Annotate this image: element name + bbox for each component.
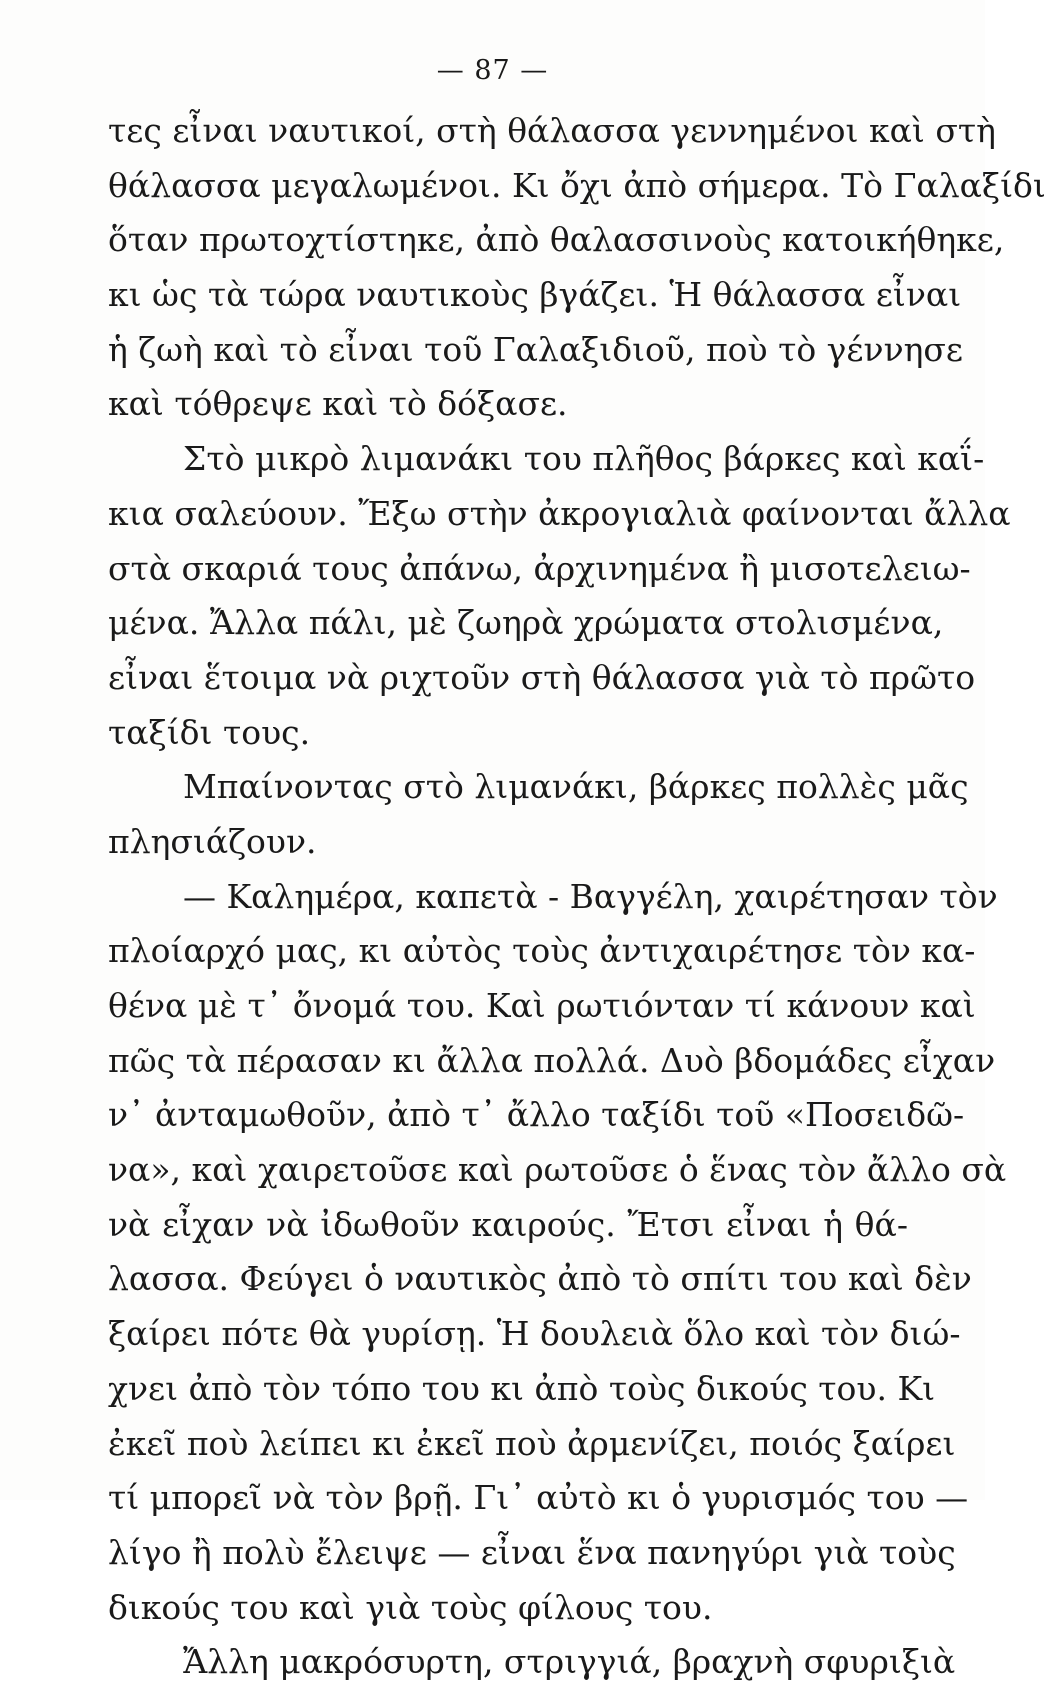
text-line: ἐκεῖ ποὺ λείπει κι ἐκεῖ ποὺ ἀρμενίζει, ποιός ξαίρει [108,1423,956,1463]
text-line: πῶς τὰ πέρασαν κι ἄλλα πολλά. Δυὸ βδομάδες εἶχαν [108,1040,996,1080]
text-line: μένα. Ἄλλα πάλι, μὲ ζωηρὰ χρώματα στολισμένα, [108,603,944,643]
text-line: εἶναι ἕτοιμα νὰ ριχτοῦν στὴ θάλασσα γιὰ τὸ πρῶτο [108,657,976,697]
page-number: — 87 — [436,55,549,86]
text-line: Ἄλλη μακρόσυρτη, στριγγιά, βραχνὴ σφυριξιὰ [183,1642,956,1682]
text-line: ν᾽ ἀνταμωθοῦν, ἀπὸ τ᾽ ἄλλο ταξίδι τοῦ «Ποσειδῶ- [108,1095,965,1135]
text-line: λίγο ἢ πολὺ ἔλειψε — εἶναι ἕνα πανηγύρι γιὰ τοὺς [108,1532,956,1572]
text-line: τί μπορεῖ νὰ τὸν βρῇ. Γι᾽ αὐτὸ κι ὁ γυρισμός του — [108,1478,969,1518]
text-line: νὰ εἶχαν νὰ ἰδωθοῦν καιρούς. Ἔτσι εἶναι ἡ θά- [108,1204,908,1244]
text-line: καὶ τόθρεψε καὶ τὸ δόξασε. [108,384,568,424]
text-line: στὰ σκαριά τους ἀπάνω, ἀρχινημένα ἢ μισοτελειω- [108,548,971,588]
text-line: λασσα. Φεύγει ὁ ναυτικὸς ἀπὸ τὸ σπίτι του καὶ δὲν [108,1259,972,1299]
body-text [108,104,1046,1690]
text-line: να», καὶ χαιρετοῦσε καὶ ρωτοῦσε ὁ ἕνας τὸν ἄλλο σὰ [108,1150,1007,1190]
text-line: θάλασσα μεγαλωμένοι. Κι ὄχι ἀπὸ σήμερα. Τὸ Γαλαξίδι [108,165,1046,205]
text-line: χνει ἀπὸ τὸν τόπο του κι ἀπὸ τοὺς δικούς του. Κι [108,1368,936,1408]
text-line: δικούς του καὶ γιὰ τοὺς φίλους του. [108,1587,713,1627]
text-line: ὅταν πρωτοχτίστηκε, ἀπὸ θαλασσινοὺς κατοικήθηκε, [108,220,1005,260]
text-line: — Καλημέρα, καπετὰ - Βαγγέλη, χαιρέτησαν τὸν [183,876,998,916]
text-line: κια σαλεύουν. Ἔξω στὴν ἀκρογιαλιὰ φαίνονται ἄλλα [108,493,1011,533]
text-line: θένα μὲ τ᾽ ὄνομά του. Καὶ ρωτιόνταν τί κάνουν καὶ [108,986,976,1025]
text-line: ἡ ζωὴ καὶ τὸ εἶναι τοῦ Γαλαξιδιοῦ, ποὺ τὸ γέννησε [108,329,964,369]
text-line: ξαίρει πότε θὰ γυρίσῃ. Ἡ δουλειὰ ὅλο καὶ τὸν διώ- [108,1314,961,1354]
text-line: κι ὡς τὰ τώρα ναυτικοὺς βγάζει. Ἡ θάλασσα εἶναι [108,275,962,315]
text-line: Στὸ μικρὸ λιμανάκι του πλῆθος βάρκες καὶ καΐ- [183,439,985,479]
text-line: πλοίαρχό μας, κι αὐτὸς τοὺς ἀντιχαιρέτησε τὸν κα- [108,931,976,971]
text-line: τες εἶναι ναυτικοί, στὴ θάλασσα γεννημένοι καὶ στὴ [108,111,996,150]
text-line: πλησιάζουν. [108,821,317,861]
text-line: ταξίδι τους. [108,712,311,752]
text-line: Μπαίνοντας στὸ λιμανάκι, βάρκες πολλὲς μᾶς [183,767,969,807]
